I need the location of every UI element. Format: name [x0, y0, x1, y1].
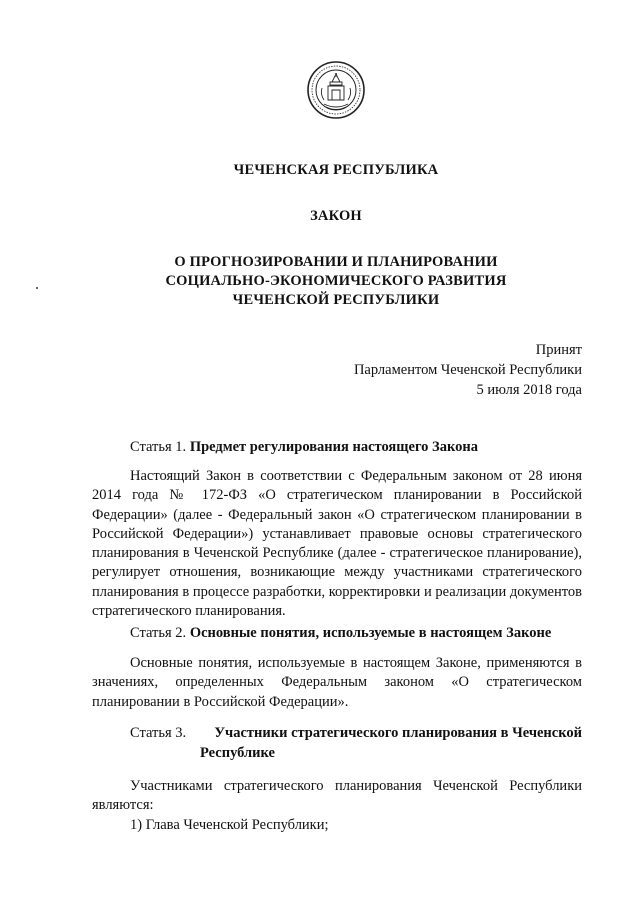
article-3-heading	[92, 723, 582, 763]
article-2-paragraph: Основные понятия, используемые в настоящем Законе, применяются в значениях, определенных Федеральным законом «О стратегическом планировании в Российской Федерации».	[92, 655, 582, 710]
adoption-date: 5 июля 2018 года	[476, 382, 582, 398]
article-3-number: Статья 3.	[130, 725, 187, 741]
article-2-number: Статья 2.	[130, 625, 187, 641]
law-heading: ЗАКОН	[310, 208, 362, 224]
article-2-heading	[92, 623, 582, 643]
article-2-body	[92, 654, 582, 712]
article-3-paragraph: Участниками стратегического планирования Чеченской Республики являются:	[92, 778, 582, 814]
article-1-body	[92, 467, 582, 621]
svg-text:3: 3	[334, 73, 338, 79]
article-2-title: Основные понятия, используемые в настоящем Законе	[189, 625, 552, 641]
law-title-line: СОЦИАЛЬНО-ЭКОНОМИЧЕСКОГО РАЗВИТИЯ	[165, 273, 507, 289]
article-1-heading	[92, 437, 582, 457]
adoption-note	[354, 340, 582, 400]
list-item: 1) Глава Чеченской Республики;	[130, 817, 329, 833]
adoption-body: Парламентом Чеченской Республики	[353, 362, 582, 378]
republic-heading: ЧЕЧЕНСКАЯ РЕСПУБЛИКА	[233, 162, 439, 178]
article-1-paragraph: Настоящий Закон в соответствии с Федеральным законом от 28 июня 2014 года № 172-ФЗ «О стратегическом планировании в Российской Федерации» (далее - Федеральный закон «О стратегическом планировании в Российской Федерации») устанавливает правовые основы стратегического планирования в Чеченской Республике (далее - стратегическое планирование), регулирует отношения, возникающие между участниками стратегического планирования в процессе разработки, корректировки и реализации документов стратегического планирования.	[92, 468, 582, 620]
coat-of-arms-icon	[306, 60, 366, 120]
law-title	[0, 253, 640, 310]
article-3-title-line: Участники стратегического планирования в Чеченской	[214, 725, 582, 741]
article-1-number: Статья 1.	[130, 439, 187, 455]
article-3-body	[92, 777, 582, 816]
law-title-line: ЧЕЧЕНСКОЙ РЕСПУБЛИКИ	[232, 292, 440, 308]
article-1-title: Предмет регулирования настоящего Закона	[189, 439, 478, 455]
law-title-line: О ПРОГНОЗИРОВАНИИ И ПЛАНИРОВАНИИ	[174, 254, 498, 270]
article-3-title-line: Республике	[200, 745, 275, 761]
adoption-label: Принят	[535, 342, 582, 358]
